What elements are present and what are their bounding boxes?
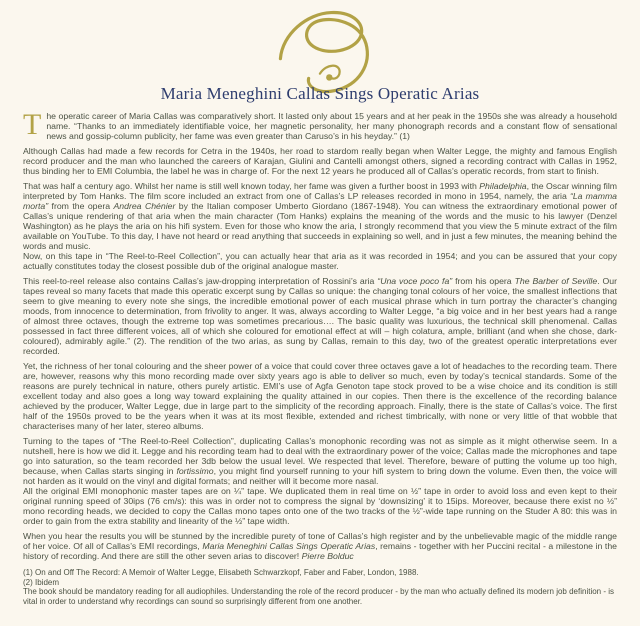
paragraph <box>23 436 617 526</box>
page-title: Maria Meneghini Callas Sings Operatic Arias <box>160 84 480 103</box>
italic-text: fortissimo <box>176 466 214 476</box>
body-text: by the Italian composer Umberto Giordano (1867-1948). You can witness the extraordinary emotional power of Callas’s unique rendering of that aria when the main character (Tom Hanks) explains the meaning of the words and the music to his lawyer (Denzel Washington) as he plays the aria on his hifi system. Even for those who know the aria, I strongly recommend that you view the 5 minute extract of the film available on YouTube. To this day, I have not heard or read anything that succeeds in explaining so well, and in just a few minutes, the meaning behind the words and music. <box>23 201 617 251</box>
italic-text: Andrea Chénier <box>113 201 176 211</box>
body-text: from his opera <box>452 276 515 286</box>
body-text: Although Callas had made a few records for Cetra in the 1940s, her road to stardom really began when Walter Legge, the mighty and famous English record producer and the man who launched the careers of Karajan, Giulini and Cantelli amongst others, signed a recording contract with Callas in 1952, thus binding her to EMI Columbia, the label he was in charge of. For the next 12 years he produced all of Callas’s operatic records, from start to finish. <box>23 146 617 176</box>
article-body <box>23 108 618 606</box>
body-text: This reel-to-reel release also contains Callas’s jaw-dropping interpretation of Rossini’s aria <box>23 276 378 286</box>
body-text: . Our tapes reveal so many facets that made this operatic excerpt sung by Callas so unique: the changing tonal colours of her voice, the smallest inflections that seem to give meaning to every note she sings, the incredible emotional power of each musical phrase which in turn portray the character’s changing moods, from innocence to determination, from frivolity to anger. It was, always according to Walter Legge, “a big voice and in her best years had a range of almost three octaves, though the extreme top was sometimes precarious…. The basic quality was luxurious, the technical skill phenomenal. Callas possessed in fact three different voices, all of which she coloured for emotional effect at will – high colatura, ample, brilliant (and when she chose, dark-coloured), admirably agile.” (2). The rendition of the two arias, as sung by Callas, remain to this day, two of the greatest operatic interpretations ever recorded. <box>23 276 617 356</box>
body-text: Yet, the richness of her tonal colouring and the sheer power of a voice that could cover three octaves gave a lot of headaches to the recording team. There are, however, reasons why this mono recording made over sixty years ago is able to deliver so much, even by today’s tecnical standards. Some of the reasons are purely technical in nature, others purely artistic. EMI’s use of Agfa Genoton tape stock proved to be a wise choice and its condition is still excellent today and also goes a long way toward explaining the quality attained in our copies. Then there is the excellence of the recording balance achieved by the producer, Walter Legge, due in large part to the simplicity of the recording approach. Finally, there is the state of Callas’s voice. The first half of the 1950s proved to be the years when it was at its most flexible, extended and richest timbrically, with none or very little of that wobble that characterises many of her later, stereo albums. <box>23 361 617 431</box>
paragraph <box>23 146 617 176</box>
paragraph <box>23 531 617 561</box>
body-text: , you might find yourself running to your hifi system to bring down the volume. Even then, the voice will not harden as it would on the vinyl and digital formats; and neither will it become more nasal. <box>23 466 617 486</box>
italic-text: Pierre Bolduc <box>301 551 354 561</box>
body-text: When you hear the results you will be stunned by the incredible purety of tone of Callas’s high register and by the unbelievable magic of the middle range of her voice. Of all of Callas’s EMI recordings, <box>23 531 617 551</box>
body-text: Now, on this tape in “The Reel-to-Reel Collection”, you can actually hear that aria as it was recorded in 1954; and you can be assured that your copy actually constitutes today the closest possible dub of the original analogue master. <box>23 251 617 271</box>
paragraph <box>23 276 617 356</box>
italic-text: Philadelphia <box>479 181 527 191</box>
body-text: from the opera <box>48 201 114 211</box>
paragraph <box>23 181 617 271</box>
body-text: All the original EMI monophonic master tapes are on ¼” tape. We duplicated them in real time on ½” tape in order to avoid loss and even kept to their original running speed of 30ips (76 cm/s): this was in order not to compress the signal by ‘downsizing’ it to 15ips. Moreover, because there exist no ½” mono recording heads, we decided to copy the Callas mono tapes onto one of the two tracks of the ½”-wide tape running on the Studer A 80: this was in order to gain from the extra stability and linearity of the ½” tape width. <box>23 486 617 526</box>
footnote: (1) On and Off The Record: A Memoir of Walter Legge, Elisabeth Schwarzkopf, Faber and Faber, London, 1988. <box>23 568 419 577</box>
italic-text: The Barber of Seville <box>514 276 598 286</box>
italic-text: “La mamma morta” <box>23 191 618 211</box>
footnotes <box>23 568 617 606</box>
body-text: That was half a century ago. Whilst her name is still well known today, her fame was given a further boost in 1993 with <box>23 181 480 191</box>
monogram-dot <box>326 74 332 80</box>
body-text: , the Oscar winning film interpreted by Tom Hanks. The film score included an extract from one of Callas’s LP releases recorded in mono in 1954, namely, the aria <box>23 181 617 201</box>
body-text: Turning to the tapes of “The Reel-to-Reel Collection”, duplicating Callas’s monophonic recording was not as simple as it might otherwise seem. In a nutshell, here is how we did it. Legge and his recording team had to deal with the extraordinary power of the voice; Callas made the microphones and tape go into saturation, so the team recorded her 3db below the usual level. We respected that level. Therefore, beware of putting the volume up too high, because, when Callas starts singing in <box>23 436 617 476</box>
paragraph <box>23 361 617 431</box>
drop-cap: T <box>23 108 42 141</box>
italic-text: “Una voce poco fa” <box>377 276 453 286</box>
italic-text: Maria Meneghini Callas Sings Operatic Arias <box>202 541 376 551</box>
footnote: The book should be mandatory reading for all audiophiles. Understanding the role of the record producer - by the man who actually defined its modern job definition - is vital in order to understand why recordings can sound so surprisingly different from one another. <box>23 587 615 606</box>
footnote: (2) Ibidem <box>23 577 60 587</box>
body-text: he operatic career of Maria Callas was comparatively short. It lasted only about 15 years and at her peak in the 1950s she was already a household name. “Thanks to an immediately identifiable voice, her magnetic personality, her many phonograph records and a constant flow of sensational news and gossip-column publicity, her fame was even greater than Caruso’s in his heyday.” (1) <box>46 111 617 141</box>
paragraph <box>23 108 617 141</box>
body-text: , remains - together with her Puccini recital - a milestone in the history of recording. And there are still the other seven arias to discover! <box>23 541 617 561</box>
